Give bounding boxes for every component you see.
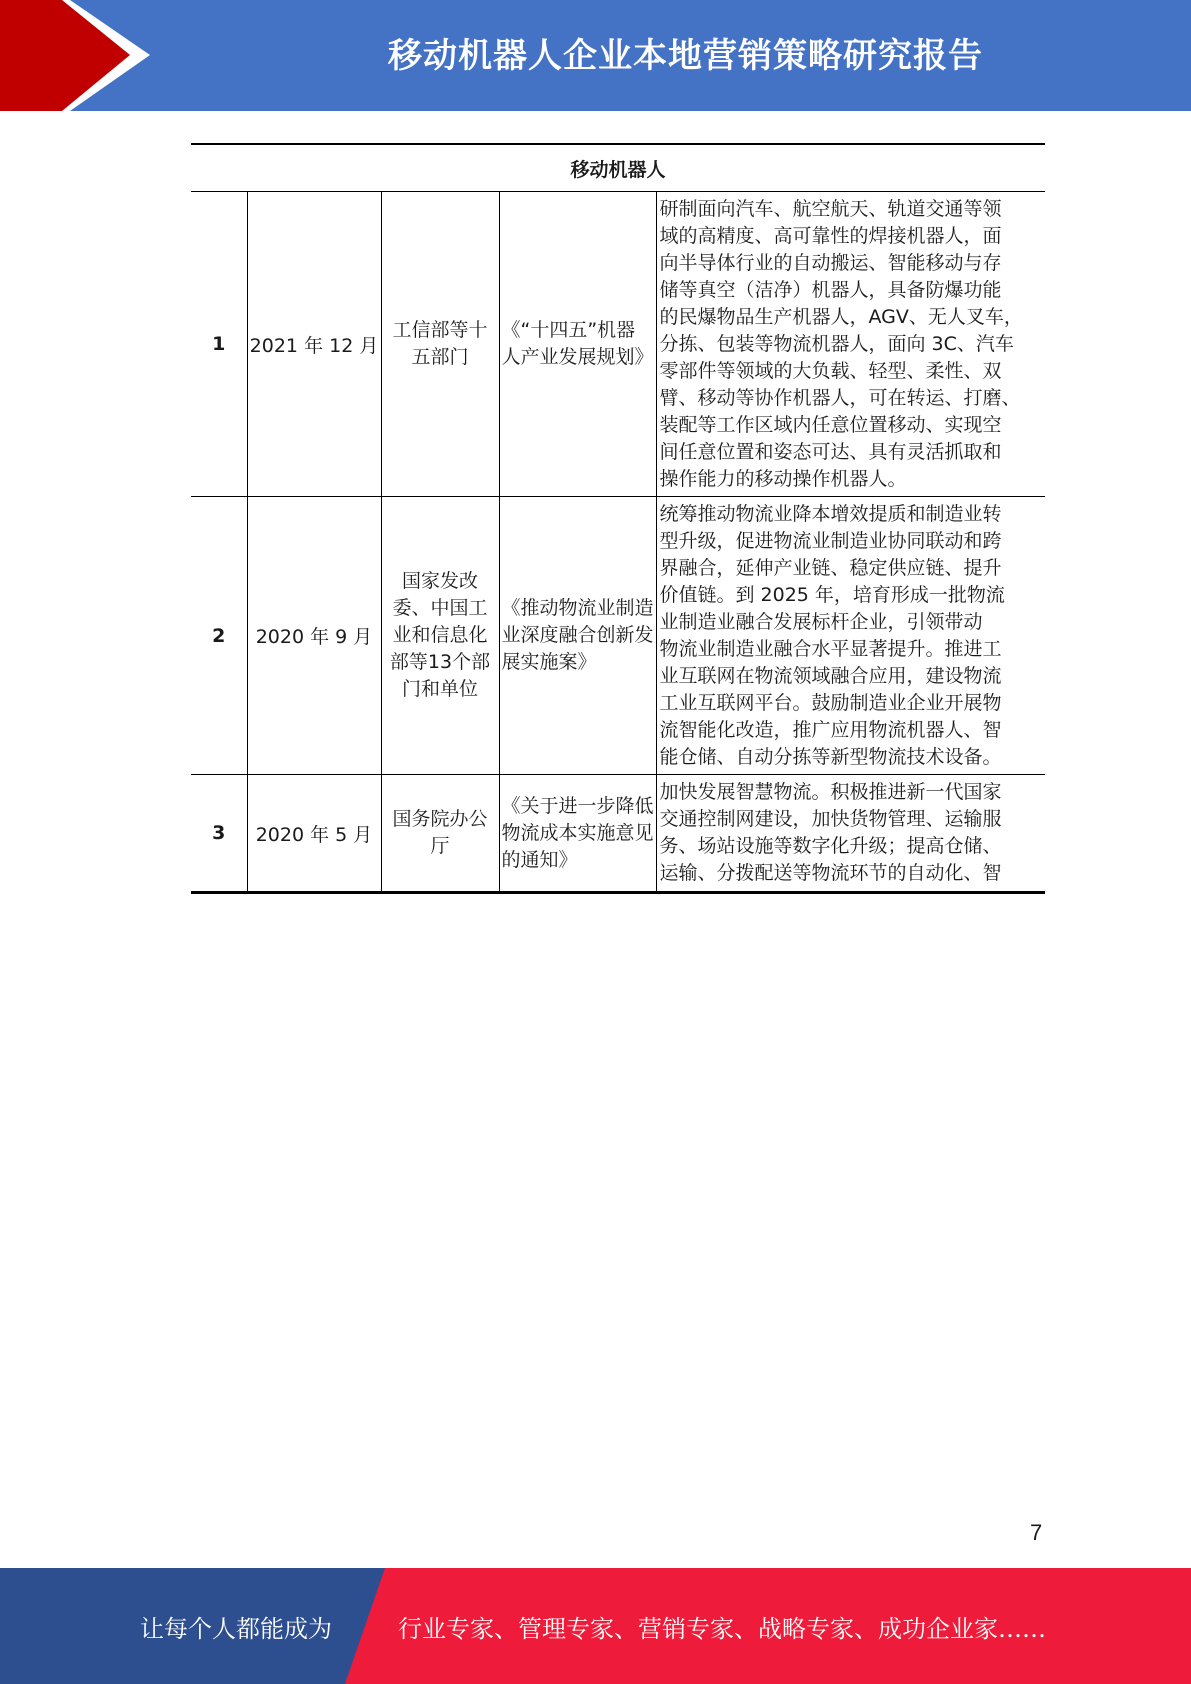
table-section-row: [191, 145, 1045, 192]
row-document: 《推动物流业制造业深度融合创新发展实施案》: [499, 497, 656, 775]
content-line: 的民爆物品生产机器人，AGV、无人叉车，: [659, 305, 1023, 328]
section-title: 移动机器人: [191, 145, 1045, 192]
row-content: [656, 775, 1045, 893]
row-date: 2020 年 5 月: [247, 775, 381, 893]
page-number: 7: [1030, 1520, 1043, 1545]
row-department: 国家发改委、中国工业和信息化部等13个部门和单位: [381, 497, 499, 775]
row-content: [656, 497, 1045, 775]
content-line: 工业互联网平台。鼓励制造业企业开展物: [659, 691, 1002, 714]
content-line: 业制造业融合发展标杆企业，引领带动: [659, 610, 983, 633]
footer-slogan-left: 让每个人都能成为: [140, 1614, 332, 1643]
content-line: 操作能力的移动操作机器人。: [659, 467, 907, 490]
row-number: 2: [191, 497, 247, 775]
row-document: 《“十四五”机器人产业发展规划》: [499, 192, 656, 497]
content-line: 间任意位置和姿态可达、具有灵活抓取和: [659, 440, 1002, 463]
footer-slogan-right: 行业专家、管理专家、营销专家、战略专家、成功企业家……: [398, 1614, 1046, 1643]
content-line: 交通控制网建设，加快货物管理、运输服: [659, 808, 1002, 830]
row-department: 国务院办公厅: [381, 775, 499, 893]
content-line: 臂、移动等协作机器人，可在转运、打磨、: [659, 386, 1021, 409]
content-line: 储等真空（洁净）机器人，具备防爆功能: [659, 278, 1002, 301]
row-number: 1: [191, 192, 247, 497]
table-row: [191, 497, 1045, 775]
policy-table: [191, 143, 1045, 894]
table-row: [191, 775, 1045, 893]
content-line: 流智能化改造，推广应用物流机器人、智: [659, 718, 1002, 741]
row-department: 工信部等十五部门: [381, 192, 499, 497]
row-document: 《关于进一步降低物流成本实施意见的通知》: [499, 775, 656, 893]
row-date: 2020 年 9 月: [247, 497, 381, 775]
content-line: 装配等工作区域内任意位置移动、实现空: [659, 413, 1002, 436]
footer-banner: [0, 1568, 1191, 1684]
content-line: 统筹推动物流业降本增效提质和制造业转: [659, 502, 1002, 525]
header-banner: [0, 0, 1191, 111]
content-line: 界融合，延伸产业链、稳定供应链、提升: [659, 556, 1002, 579]
page-title: 移动机器人企业本地营销策略研究报告: [388, 35, 983, 76]
content-line: 务、场站设施等数字化升级；提高仓储、: [659, 835, 1002, 857]
content-line: 零部件等领域的大负载、轻型、柔性、双: [659, 359, 1002, 382]
content-line: 域的高精度、高可靠性的焊接机器人，面: [659, 224, 1002, 247]
content-line: 向半导体行业的自动搬运、智能移动与存: [659, 251, 1002, 274]
content-line: 型升级，促进物流业制造业协同联动和跨: [659, 529, 1002, 552]
row-number: 3: [191, 775, 247, 893]
row-content: [656, 192, 1045, 497]
content-line: 价值链。到 2025 年，培育形成一批物流: [659, 583, 1005, 606]
content-line: 业互联网在物流领域融合应用，建设物流: [659, 664, 1002, 687]
row-date: 2021 年 12 月: [247, 192, 381, 497]
content-line: 分拣、包装等物流机器人，面向 3C、汽车: [659, 332, 1014, 355]
table-row: [191, 192, 1045, 497]
content-line: 运输、分拨配送等物流环节的自动化、智: [659, 862, 1002, 884]
content-line: 物流业制造业融合水平显著提升。推进工: [659, 637, 1002, 660]
content-line: 能仓储、自动分拣等新型物流技术设备。: [659, 745, 1002, 768]
content-line: 研制面向汽车、航空航天、轨道交通等领: [659, 197, 1002, 220]
content-line: 加快发展智慧物流。积极推进新一代国家: [659, 781, 1002, 803]
